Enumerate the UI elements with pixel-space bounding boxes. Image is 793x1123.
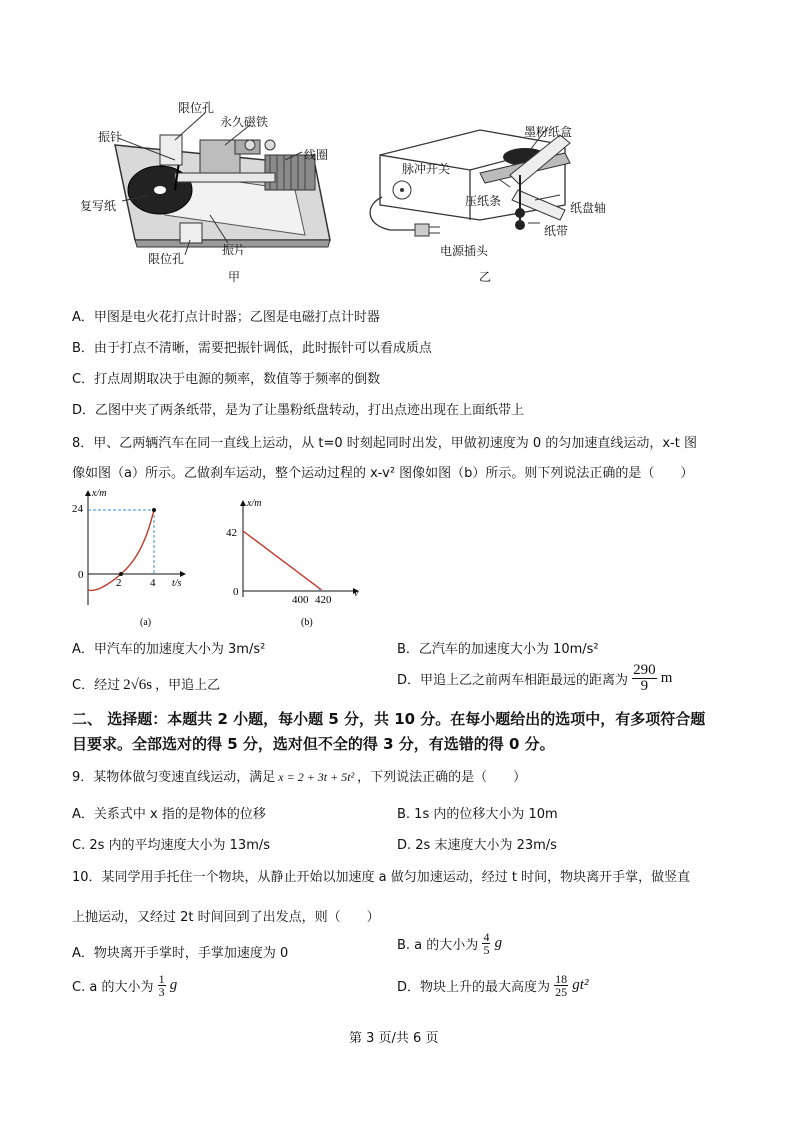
label-fuxiezhi: 复写纸	[80, 199, 117, 213]
q8-option-c: C．经过 2√6s ，甲追上乙	[72, 677, 221, 693]
chart-a-xlabel: t/s	[172, 578, 182, 589]
q10-stem-line1: 10．某同学用手托住一个物块，从静止开始以加速度 a 做匀加速运动，经过 t 时间，物块离开手掌，做竖直	[72, 870, 691, 885]
label-maichongkaiguan: 脉冲开关	[402, 162, 451, 176]
label-zhenpian: 振片	[222, 243, 247, 257]
label-yongjiucitie: 永久磁铁	[220, 115, 269, 129]
q8-option-c-math: 2√6s	[123, 677, 153, 693]
chart-b-ytick-42: 42	[226, 527, 237, 539]
chart-b-ytick-0: 0	[233, 586, 239, 598]
q9-option-a: A．关系式中 x 指的是物体的位移	[72, 807, 266, 822]
chart-a-ytick-24: 24	[72, 503, 83, 515]
q8-stem-line2: 像如图（a）所示。乙做刹车运动，整个运动过程的 x-v² 图像如图（b）所示。则下列说法正确的是（ ）	[72, 466, 694, 481]
q9-formula: x = 2 + 3t + 5t²	[278, 770, 355, 784]
label-yazhitiao: 压纸条	[465, 194, 502, 208]
q10-option-c-fraction: $\frac{1}{3}$	[158, 972, 165, 999]
q8-option-d: D．甲追上乙之前两车相距最远的距离为 $\frac{290}{9}$ m	[397, 662, 673, 694]
q8-stem-line1: 8．甲、乙两辆汽车在同一直线上运动，从 t=0 时刻起同时出发，甲做初速度为 0 的匀加速直线运动，x-t 图	[72, 436, 697, 451]
q10-option-b-fraction: $\frac{4}{5}$	[483, 930, 490, 957]
label-zhenzhen: 振针	[98, 130, 123, 144]
q9-option-d: D. 2s 末速度大小为 23m/s	[397, 838, 557, 853]
q8-option-a: A．甲汽车的加速度大小为 3m/s²	[72, 642, 266, 657]
label-xianquan: 线圈	[304, 148, 329, 162]
q10-stem-line2: 上抛运动，又经过 2t 时间回到了出发点，则（ ）	[72, 910, 380, 925]
q10-option-b: B. a 的大小为 $\frac{4}{5}$ g	[397, 930, 503, 957]
caption-jia: 甲	[228, 270, 241, 284]
chart-b-series-line	[243, 531, 319, 588]
chart-a-xtick-4: 4	[150, 577, 156, 589]
chart-a-ytick-0: 0	[78, 569, 84, 581]
label-zhipanzhou: 纸盘轴	[570, 201, 607, 215]
chart-b-xlabel: v	[354, 588, 359, 599]
section-2-heading-line2: 目要求。全部选对的得 5 分，选对但不全的得 3 分，有选错的得 0 分。	[72, 735, 555, 753]
chart-a-ylabel: x/m	[92, 488, 107, 499]
chart-b-title: (b)	[301, 617, 313, 628]
label-xianweikong-top: 限位孔	[178, 101, 215, 115]
chart-a-point	[152, 508, 156, 512]
chart-b-xtick-420: 420	[315, 594, 332, 606]
q7-option-b: B．由于打点不清晰，需要把振针调低，此时振针可以看成质点	[72, 341, 432, 356]
q10-option-d: D．物块上升的最大高度为 $\frac{18}{25}$ gt²	[397, 972, 589, 999]
q10-option-d-fraction: $\frac{18}{25}$	[555, 972, 568, 999]
q7-option-a: A．甲图是电火花打点计时器；乙图是电磁打点计时器	[72, 310, 380, 325]
q9-option-c: C. 2s 内的平均速度大小为 13m/s	[72, 838, 271, 853]
label-xianweikong-bottom: 限位孔	[148, 252, 185, 266]
figure-jia-timer	[60, 95, 360, 290]
q10-option-a: A．物块离开手掌时，手掌加速度为 0	[72, 946, 289, 961]
q7-option-c: C．打点周期取决于电源的频率，数值等于频率的倒数	[72, 372, 381, 387]
page-footer: 第 3 页/共 6 页	[349, 1031, 439, 1046]
chart-a-xtick-2: 2	[116, 577, 122, 589]
chart-b-ylabel: x/m	[247, 498, 262, 509]
q8-option-b: B．乙汽车的加速度大小为 10m/s²	[397, 642, 599, 657]
section-2-heading-line1: 二、 选择题：本题共 2 小题，每小题 5 分，共 10 分。在每小题给出的选项中，有多项符合题	[72, 710, 706, 728]
q10-option-c: C. a 的大小为 $\frac{1}{3}$ g	[72, 972, 178, 999]
q9-stem: 9．某物体做匀变速直线运动，满足 x = 2 + 3t + 5t² ，下列说法正确的是（ ）	[72, 770, 527, 785]
q8-option-d-fraction: $\frac{290}{9}$	[633, 662, 656, 694]
label-dianyuanchatou: 电源插头	[440, 244, 489, 258]
q7-option-d: D．乙图中夹了两条纸带，是为了让墨粉纸盘转动，打出点迹出现在上面纸带上	[72, 403, 525, 418]
label-zhidai: 纸带	[544, 224, 569, 238]
chart-b-xtick-400: 400	[292, 594, 309, 606]
label-mofenzhihe: 墨粉纸盒	[524, 125, 573, 139]
chart-a-x-t	[70, 485, 200, 630]
caption-yi: 乙	[479, 270, 492, 284]
chart-a-point	[119, 572, 123, 576]
chart-b-x-v2	[226, 497, 366, 630]
q9-option-b: B. 1s 内的位移大小为 10m	[397, 807, 558, 822]
chart-a-title: (a)	[140, 617, 152, 628]
